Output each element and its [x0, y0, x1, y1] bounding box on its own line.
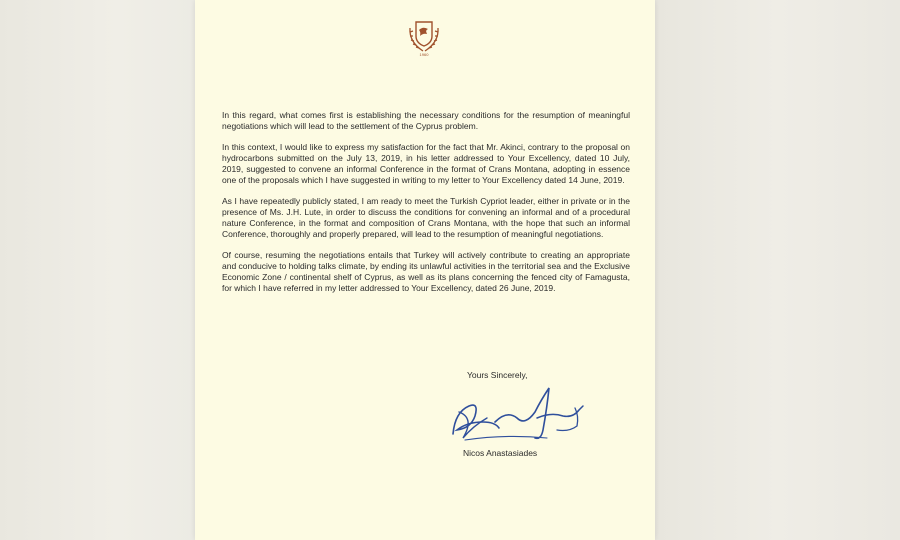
cyprus-coat-of-arms-icon	[405, 18, 443, 58]
background-right	[655, 0, 900, 540]
signer-name: Nicos Anastasiades	[463, 448, 538, 458]
paragraph: As I have repeatedly publicly stated, I am ready to meet the Turkish Cypriot leader, either in private or in the presence of Ms. J.H. Lute, in order to discuss the conditions for convening an informal and of a procedural nature Conference, in the format and composition of Crans Montana, with the hope that such an informal Conference, thoroughly and properly prepared, will lead to the resumption of meaningful negotiations.	[222, 196, 630, 239]
letter-page	[195, 0, 655, 540]
paragraph: Of course, resuming the negotiations entails that Turkey will actively contribute to creating an appropriate and conducive to holding talks climate, by ending its unlawful activities in the territorial sea and the Exclusive Economic Zone / continental shelf of Cyprus, as well as its plans concerning the fenced city of Famagusta, for which I have referred in my letter addressed to Your Excellency, dated 26 June, 2019.	[222, 250, 630, 293]
background-left	[0, 0, 195, 540]
paragraph: In this regard, what comes first is establishing the necessary conditions for the resumption of meaningful negotiations which will lead to the settlement of the Cyprus problem.	[222, 110, 630, 131]
closing: Yours Sincerely,	[467, 370, 528, 380]
handwritten-signature	[445, 382, 595, 452]
paragraph: In this context, I would like to express my satisfaction for the fact that Mr. Akinci, contrary to the proposal on hydrocarbons submitted on the July 13, 2019, in his letter addressed to Your Excellency, dated 10 July, 2019, suggested to convene an informal Conference in the format of Crans Montana, adopting in essence one of the proposals which I have suggested in writing to my letter to Your Excellency dated 14 June, 2019.	[222, 142, 630, 185]
svg-text:1960: 1960	[419, 52, 429, 57]
letter-body	[222, 110, 630, 304]
